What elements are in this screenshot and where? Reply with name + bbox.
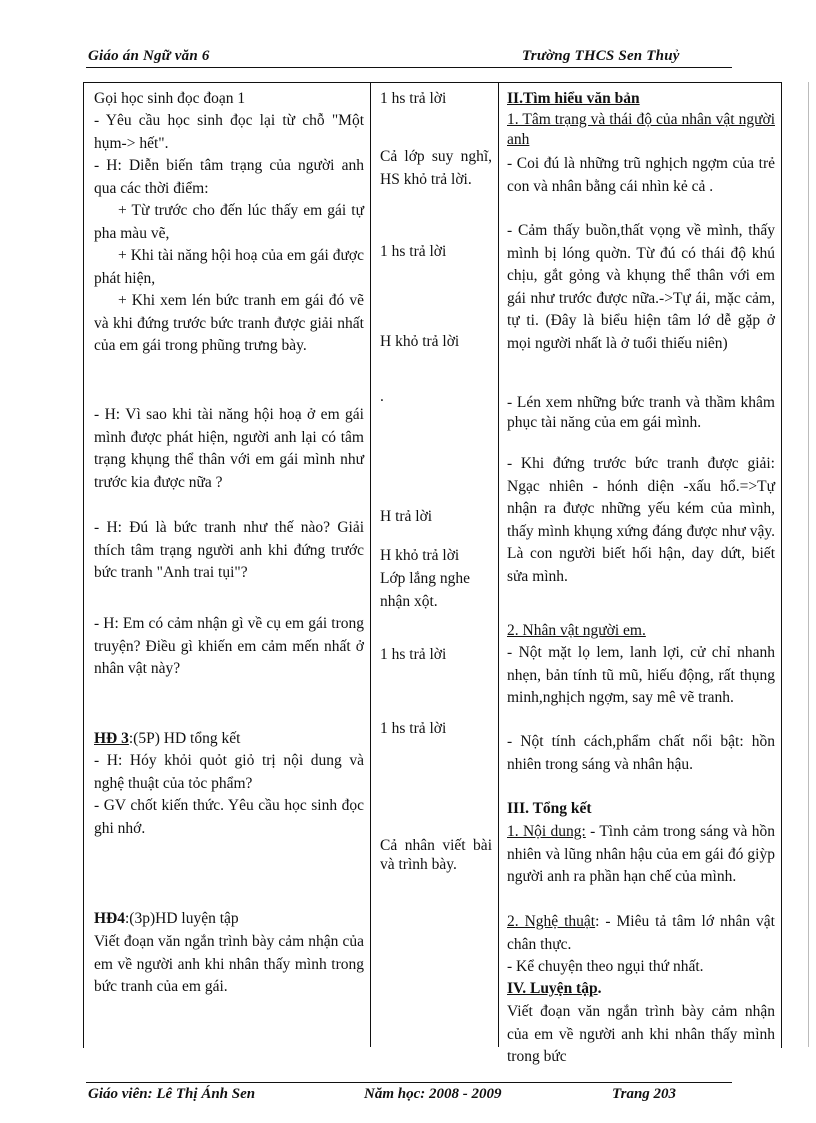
col3-h2: II.Tìm hiểu văn bản xyxy=(507,90,640,107)
column-divider-2 xyxy=(498,82,499,1047)
hd3-label: HĐ 3 xyxy=(94,730,129,747)
col1-p8: - H: Đú là bức tranh như thế nào? Giải thích tâm trạng người anh khi đứng trước bức tranh "Anh trai tụi"? xyxy=(94,519,364,581)
h4-label: IV. Luyện tập xyxy=(507,980,598,997)
col2-a6: H trả lời xyxy=(380,508,433,525)
col3-t2: - Cảm thấy buồn,thất vọng về mình, thấy mình bị lóng quờn. Từ đú có thái độ khú chịu, gắt gỏng và khụng thể thân với em gái như trước được nữa.->Tự ái, mặc cảm, tự ti. (Đây là biểu hiện tâm lớ dễ gặp ở mọi người nhất là ở tuổi thiếu niên) xyxy=(507,222,775,352)
col2-a11: Cả nhân viết bài và trình bày. xyxy=(380,837,492,873)
col2-a2: Cả lớp suy nghĩ, HS khỏ trả lời. xyxy=(380,148,492,188)
col3-t4: - Khi đứng trước bức tranh được giải: Ngạc nhiên - hónh diện -xấu hổ.=>Tự nhận ra được những yếu kém của mình, thấy mình khụng xứng đáng được như vậy. Là con người biết hối hận, day dứt, biết sửa mình. xyxy=(507,455,775,585)
hd3-rest: :(5P) HD tổng kết xyxy=(128,730,241,747)
col2-a8: Lớp lắng nghe nhận xột. xyxy=(380,570,470,610)
col1-hd3 xyxy=(94,728,364,751)
col2-a4: H khỏ trả lời xyxy=(380,333,460,350)
col1-p4: + Từ trước cho đến lúc thấy em gái tự pha màu vẽ, xyxy=(94,202,364,242)
col1-hd4 xyxy=(94,908,364,931)
col1-p11: - GV chốt kiến thức. Yêu cầu học sinh đọc ghi nhớ. xyxy=(94,797,364,837)
col2-a1: 1 hs trả lời xyxy=(380,90,447,107)
footer-rule xyxy=(86,1082,732,1083)
col3-nd xyxy=(507,821,775,889)
col3-nt xyxy=(507,911,775,956)
nd-text: - Tình cảm trong sáng và hồn nhiên và lũng nhân hậu của em gái đó giỳp người anh ra phần hạn chế của mình. xyxy=(507,823,775,885)
footer-teacher: Giáo viên: Lê Thị Ánh Sen xyxy=(88,1086,256,1102)
col1-p1: Gọi học sinh đọc đoạn 1 xyxy=(94,90,246,107)
header-right: Trường THCS Sen Thuỷ xyxy=(522,48,680,64)
col2-a7: H khỏ trả lời xyxy=(380,547,460,564)
col2-a10: 1 hs trả lời xyxy=(380,720,447,737)
col3-t3: - Lén xem những bức tranh và thầm khâm phục tài năng của em gái mình. xyxy=(507,394,775,431)
footer-year: Năm học: 2008 - 2009 xyxy=(364,1086,502,1102)
col3-t5: - Nột mặt lọ lem, lanh lợi, cử chỉ nhanh nhẹn, bản tính tũ mũ, hiếu động, rất thụng minh,nghịch ngợm, say mê vẽ tranh. xyxy=(507,644,775,706)
col3-t7: - Kể chuyện theo ngụi thứ nhất. xyxy=(507,958,704,975)
h4-dot: . xyxy=(597,980,602,997)
nt-label: 2. Nghệ thuật xyxy=(507,913,596,930)
col3-t8: Viết đoạn văn ngắn trình bày cảm nhận của em về người anh khi nhân thấy mình trong bức xyxy=(507,1003,775,1065)
col1-p10: - H: Hóy khỏi quỏt giỏ trị nội dung và nghệ thuật của tỏc phẩm? xyxy=(94,752,364,792)
col1-p6: + Khi xem lén bức tranh em gái đó vẽ và khi đứng trước bức tranh được giải nhất của em gái trong phũng trưng bày. xyxy=(94,292,364,354)
col2-a5: . xyxy=(380,388,384,405)
header-rule xyxy=(86,67,732,68)
col3-s2: 2. Nhân vật người em. xyxy=(507,622,646,639)
col3-s1: 1. Tâm trạng và thái độ của nhân vật người anh xyxy=(507,111,775,148)
col1-p2: - Yêu cầu học sinh đọc lại từ chỗ "Một hụm-> hết". xyxy=(94,112,364,152)
col2-a3: 1 hs trả lời xyxy=(380,243,447,260)
col3-t1: - Coi đú là những trũ nghịch ngợm của trẻ con và nhân bằng cái nhìn kẻ cả . xyxy=(507,155,775,195)
col1-p5: + Khi tài năng hội hoạ của em gái được phát hiện, xyxy=(94,247,364,287)
header-left: Giáo án Ngữ văn 6 xyxy=(88,48,210,64)
nd-label: 1. Nội dung: xyxy=(507,823,586,840)
col2-a9: 1 hs trả lời xyxy=(380,646,447,663)
column-divider-1 xyxy=(370,82,371,1047)
col1-p12: Viết đoạn văn ngắn trình bày cảm nhận của em về người anh khi nhân thấy mình trong bức tranh của em gái. xyxy=(94,933,364,995)
col3-h4 xyxy=(507,978,775,1001)
col3-h3: III. Tổng kết xyxy=(507,800,592,817)
hd4-label: HĐ4 xyxy=(94,910,125,927)
nt-text: : - Miêu tả tâm lớ nhân vật chân thực. xyxy=(507,913,775,953)
col1-p3: - H: Diễn biến tâm trạng của người anh qua các thời điểm: xyxy=(94,157,364,197)
hd4-rest: :(3p)HD luyện tập xyxy=(125,910,239,927)
col1-p9: - H: Em có cảm nhận gì về cụ em gái trong truyện? Điều gì khiến em cảm mến nhất ở nhân vật này? xyxy=(94,615,364,677)
footer-page: Trang 203 xyxy=(612,1086,677,1102)
col1-p7: - H: Vì sao khi tài năng hội hoạ ở em gái mình được phát hiện, người anh lại có tâm trạng khụng thể thân với em gái mình như trước kia được nữa ? xyxy=(94,406,364,491)
col3-t6: - Nột tính cách,phẩm chất nổi bật: hồn nhiên trong sáng và nhân hậu. xyxy=(507,733,775,773)
page-edge xyxy=(808,82,809,1047)
